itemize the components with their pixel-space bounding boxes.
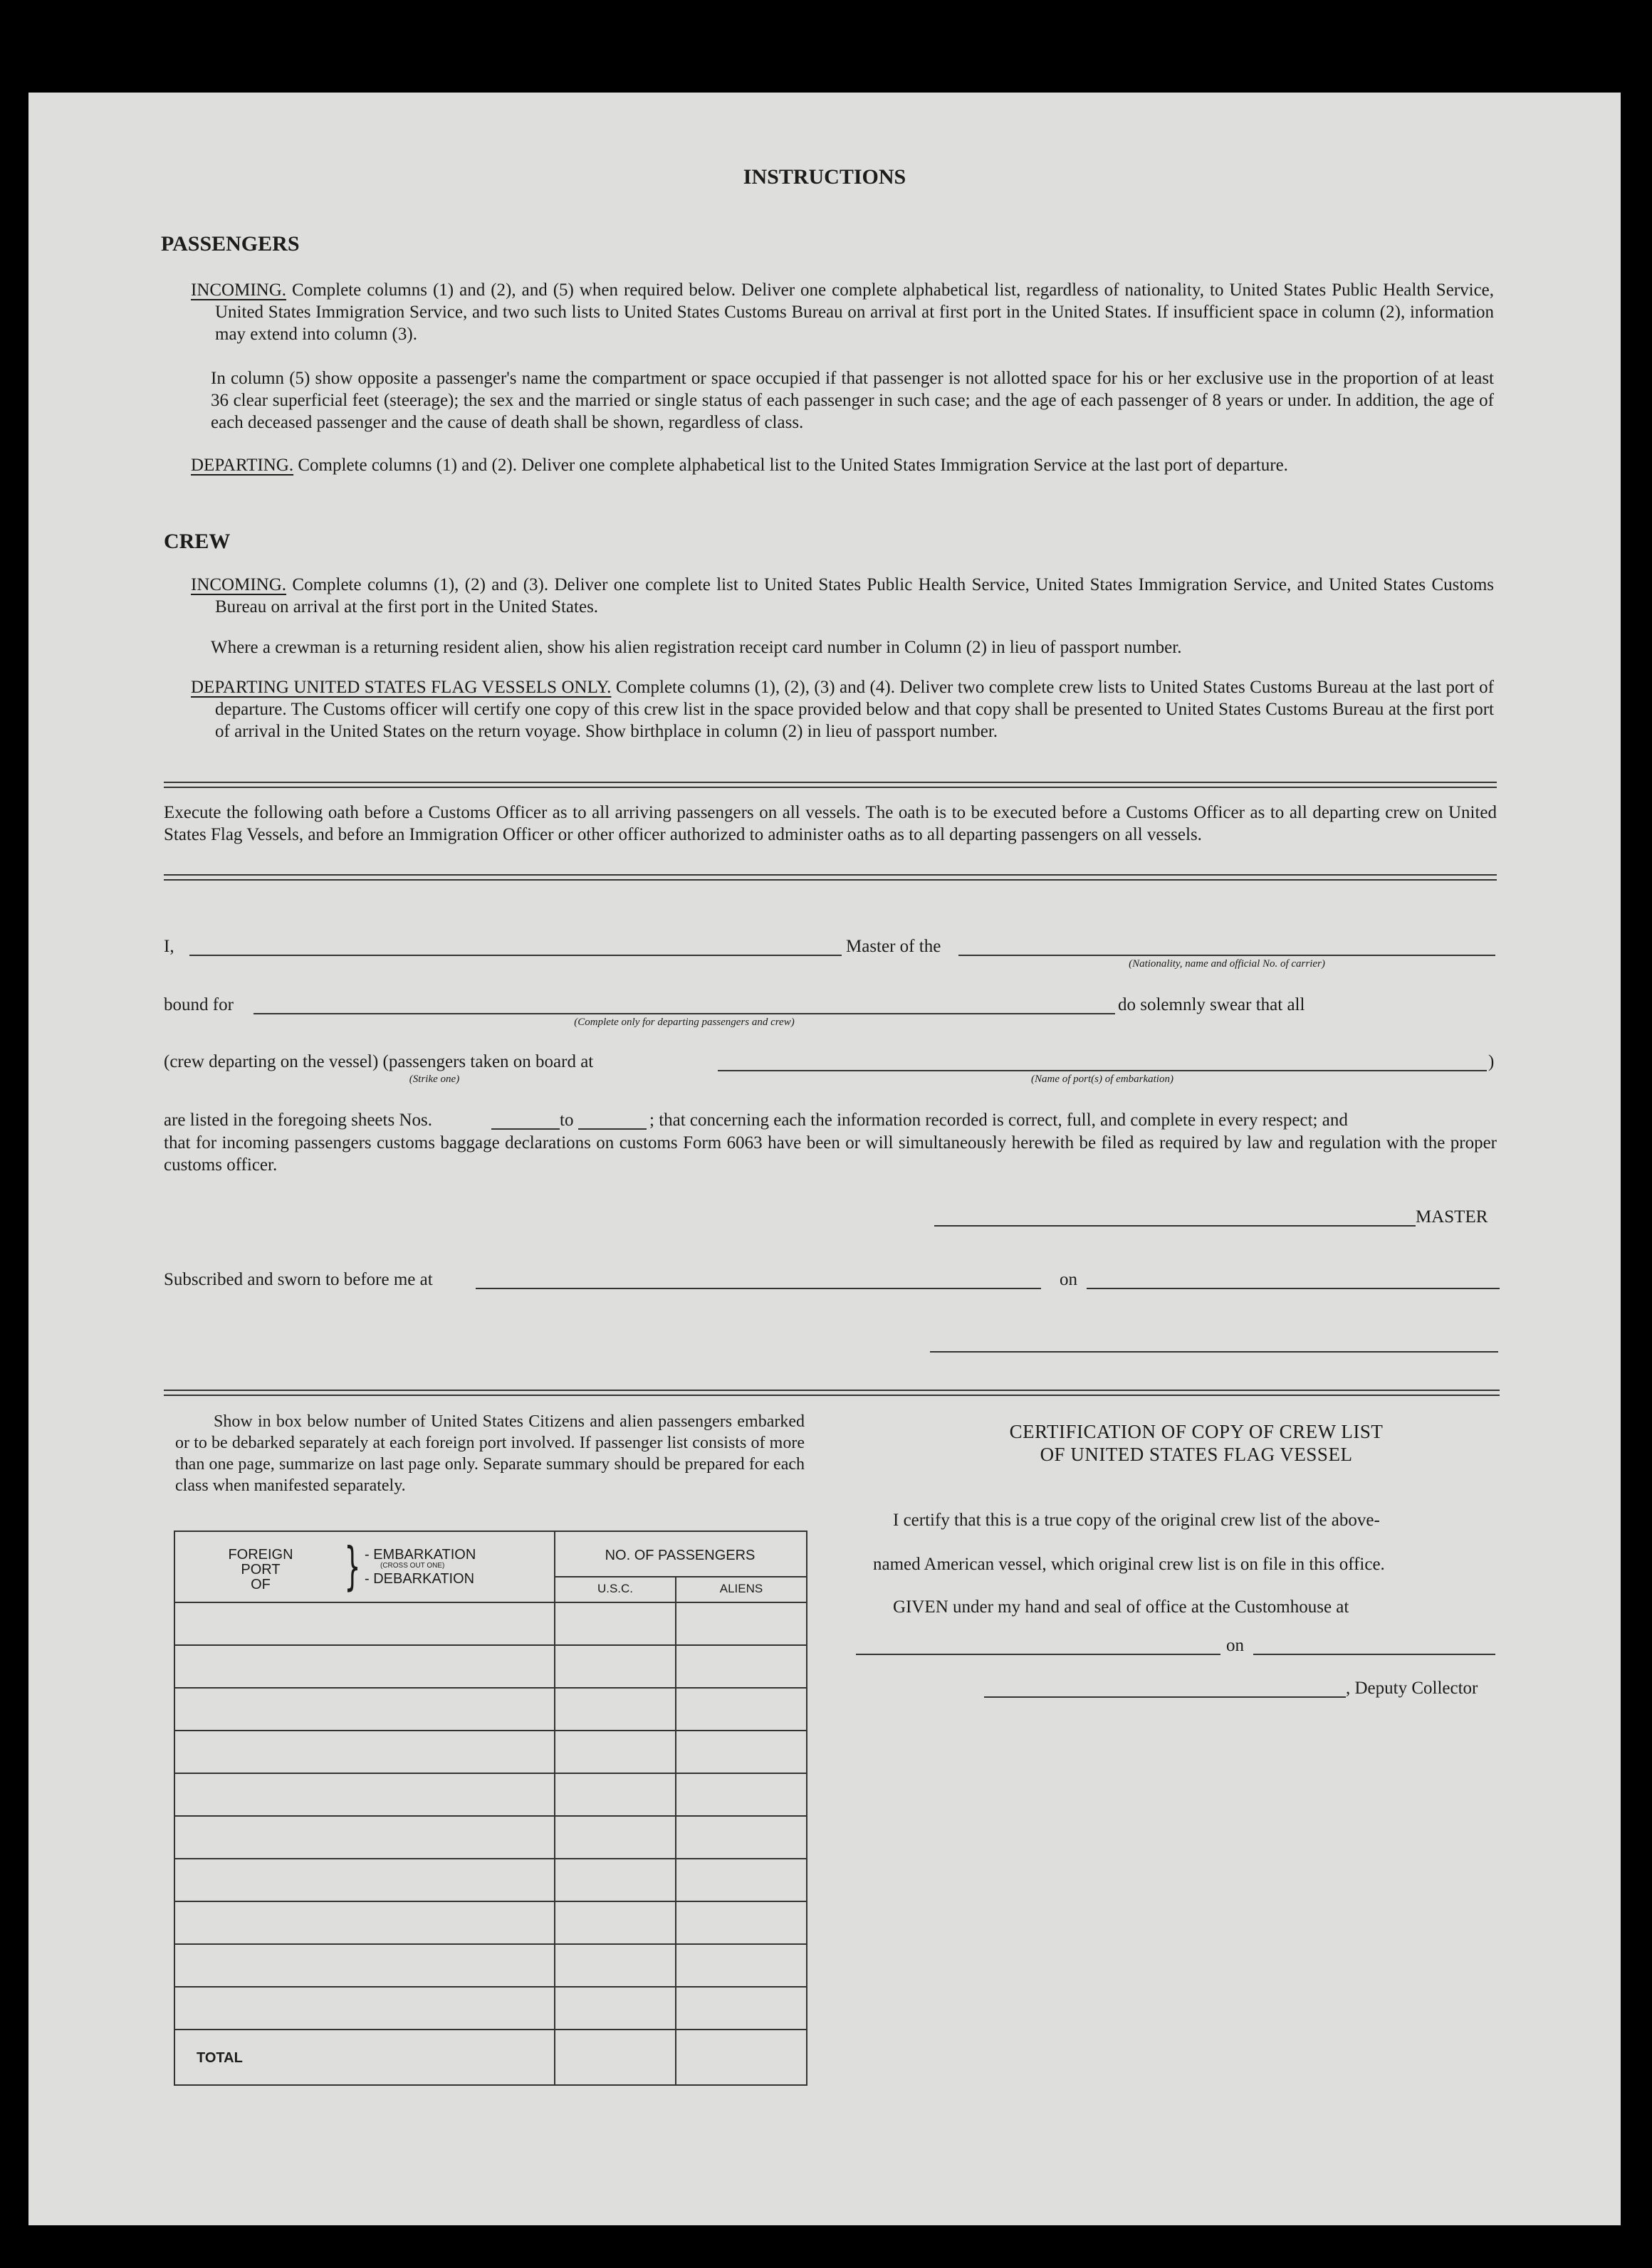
master-label: MASTER [1416,1207,1488,1227]
table-divider [554,1532,555,2084]
crew-incoming-text: Complete columns (1), (2) and (3). Deliver one complete list to United States Public Health Service, United States Immigration Service, and United States Customs Bureau on arrival at the first port in the United States. [215,575,1495,616]
oath-intro-paragraph [164,802,1497,846]
passengers-departing-text: Complete columns (1) and (2). Deliver one complete alphabetical list to the United States Immigration Service at the last port of departure. [298,456,1288,475]
to-label: to [560,1111,574,1130]
listed-text-1: ; that concerning each the information recorded is correct, full, and complete in every respect; and [649,1111,1348,1130]
crew-departing-label-line: (crew departing on the vessel) (passengers taken on board at [164,1052,594,1071]
certify-line-2: named American vessel, which original crew list is on file in this office. [873,1555,1385,1574]
foreign-label: FOREIGN [228,1547,293,1563]
table-row [175,1943,806,1945]
table-divider [675,1576,676,2084]
passengers-departing-paragraph [191,454,1494,476]
certification-heading-2: OF UNITED STATES FLAG VESSEL [1040,1444,1353,1465]
passengers-column5-paragraph [211,367,1494,434]
summary-paragraph [175,1411,805,1496]
column5-text: In column (5) show opposite a passenger's name the compartment or space occupied if that passenger is not allotted space for his or her exclusive use in the proportion of at least 36 clear superficial feet (steerage); the sex and the married or single status of each passenger in such case; and the age of each passenger of 8 years or under. In addition, the age of each deceased passenger and the cause of death shall be shown, regardless of class. [211,369,1494,432]
subscribed-place-field[interactable] [476,1288,1041,1289]
master-of-the-label: Master of the [846,937,941,956]
certification-heading-1: CERTIFICATION OF COPY OF CREW LIST [1009,1421,1384,1442]
crew-departing-paragraph [191,676,1494,742]
passengers-incoming-paragraph [191,279,1494,345]
strike-one-note: (Strike one) [409,1073,460,1085]
sheet-from-field[interactable] [491,1128,560,1130]
officer-signature-field[interactable] [930,1351,1498,1353]
customhouse-field[interactable] [856,1654,1220,1655]
complete-only-note: (Complete only for departing passengers and crew) [574,1017,795,1028]
bound-for-field[interactable] [253,1013,1115,1014]
crew-incoming-paragraph [191,574,1494,618]
debarkation-option[interactable]: - DEBARKATION [365,1571,475,1587]
table-row [175,1901,806,1902]
sheet-to-field[interactable] [578,1128,647,1130]
certification-date-field[interactable] [1253,1654,1495,1655]
form-page [28,93,1621,2225]
ports-note: (Name of port(s) of embarkation) [1031,1073,1173,1085]
cross-out-note: (CROSS OUT ONE) [380,1562,445,1570]
certify-line-1: I certify that this is a true copy of the original crew list of the above- [893,1511,1380,1530]
divider [164,782,1497,788]
crew-incoming-label: INCOMING. [191,575,287,594]
certification-on-label: on [1226,1636,1244,1655]
crew-heading: CREW [164,530,231,553]
table-divider [554,1576,806,1577]
table-row [175,1815,806,1817]
passengers-departing-label: DEPARTING. [191,456,294,475]
table-row [175,1687,806,1689]
listed-text-2: that for incoming passengers customs baggage declarations on customs Form 6063 have been or will simultaneously herewith be filed as required by law and regulation with the proper customs officer. [164,1133,1497,1175]
master-signature-field[interactable] [934,1225,1416,1227]
crew-returning-paragraph [211,636,1494,658]
close-paren: ) [1488,1052,1495,1071]
foreign-port-header [204,1548,318,1592]
swear-label: do solemnly swear that all [1118,995,1305,1014]
divider [164,1390,1500,1396]
embarkation-ports-field[interactable] [718,1070,1487,1071]
subscribed-date-field[interactable] [1087,1288,1500,1289]
embarkation-option[interactable]: - EMBARKATION [365,1547,476,1563]
subscribed-label: Subscribed and sworn to before me at [164,1270,433,1289]
subscribed-on-label: on [1060,1270,1077,1289]
passenger-summary-table [174,1531,807,2086]
given-line: GIVEN under my hand and seal of office at the Customhouse at [893,1597,1349,1617]
vessel-name-field[interactable] [958,955,1495,956]
of-label: OF [251,1577,271,1592]
usc-header: U.S.C. [597,1582,634,1595]
table-row [175,1858,806,1859]
summary-text: Show in box below number of United States Citizens and alien passengers embarked or to be debarked separately at each foreign port involved. If passenger list consists of more than one page, summarize on last page only. Separate summary should be prepared for each class when manifested separately. [175,1412,805,1495]
passengers-incoming-text: Complete columns (1) and (2), and (5) when required below. Deliver one complete alphabetical list, regardless of nationality, to United States Public Health Service, United States Immigration Service, and two such lists to United States Customs Bureau on arrival at first port in the United States. If insufficient space in column (2), information may extend into column (3). [215,280,1495,344]
crew-returning-text: Where a crewman is a returning resident alien, show his alien registration receipt card number in Column (2) in lieu of passport number. [211,638,1182,657]
no-of-passengers-header: NO. OF PASSENGERS [605,1548,756,1563]
crew-departing-text: Complete columns (1), (2), (3) and (4). Deliver two complete crew lists to United States Customs Bureau at the last port of departure. The Customs officer will certify one copy of this crew list in the space provided below and that copy shall be presented to United States Customs Bureau at the first port of arrival in the United States on the return voyage. Show birthplace in column (2) in lieu of passport number. [215,678,1494,741]
master-name-field[interactable] [189,955,842,956]
passengers-heading: PASSENGERS [161,232,300,256]
crew-departing-label: DEPARTING UNITED STATES FLAG VESSELS ONLY. [191,678,612,697]
oath-intro-text: Execute the following oath before a Customs Officer as to all arriving passengers on all vessels. The oath is to be executed before a Customs Officer as to all departing crew on United States Flag Vessels, and before an Immigration Officer or other officer authorized to administer oaths as to all departing passengers on all vessels. [164,803,1497,844]
nationality-note: (Nationality, name and official No. of carrier) [1129,958,1325,970]
table-row [175,1986,806,1988]
passengers-incoming-label: INCOMING. [191,280,287,300]
oath-i-label: I, [164,937,174,956]
total-label: TOTAL [197,2050,243,2066]
deputy-collector-signature-field[interactable] [984,1696,1346,1698]
table-row [175,1644,806,1646]
port-label: PORT [241,1562,281,1577]
deputy-collector-label: , Deputy Collector [1346,1679,1478,1698]
page-title: INSTRUCTIONS [743,165,906,189]
brace-icon: } [344,1536,361,1596]
table-row [175,1602,806,1603]
bound-for-label: bound for [164,995,234,1014]
divider [164,874,1497,881]
table-row [175,1730,806,1731]
listed-sheets-label: are listed in the foregoing sheets Nos. [164,1111,432,1130]
table-row [175,1773,806,1774]
aliens-header: ALIENS [719,1582,763,1595]
table-row [175,2029,806,2030]
